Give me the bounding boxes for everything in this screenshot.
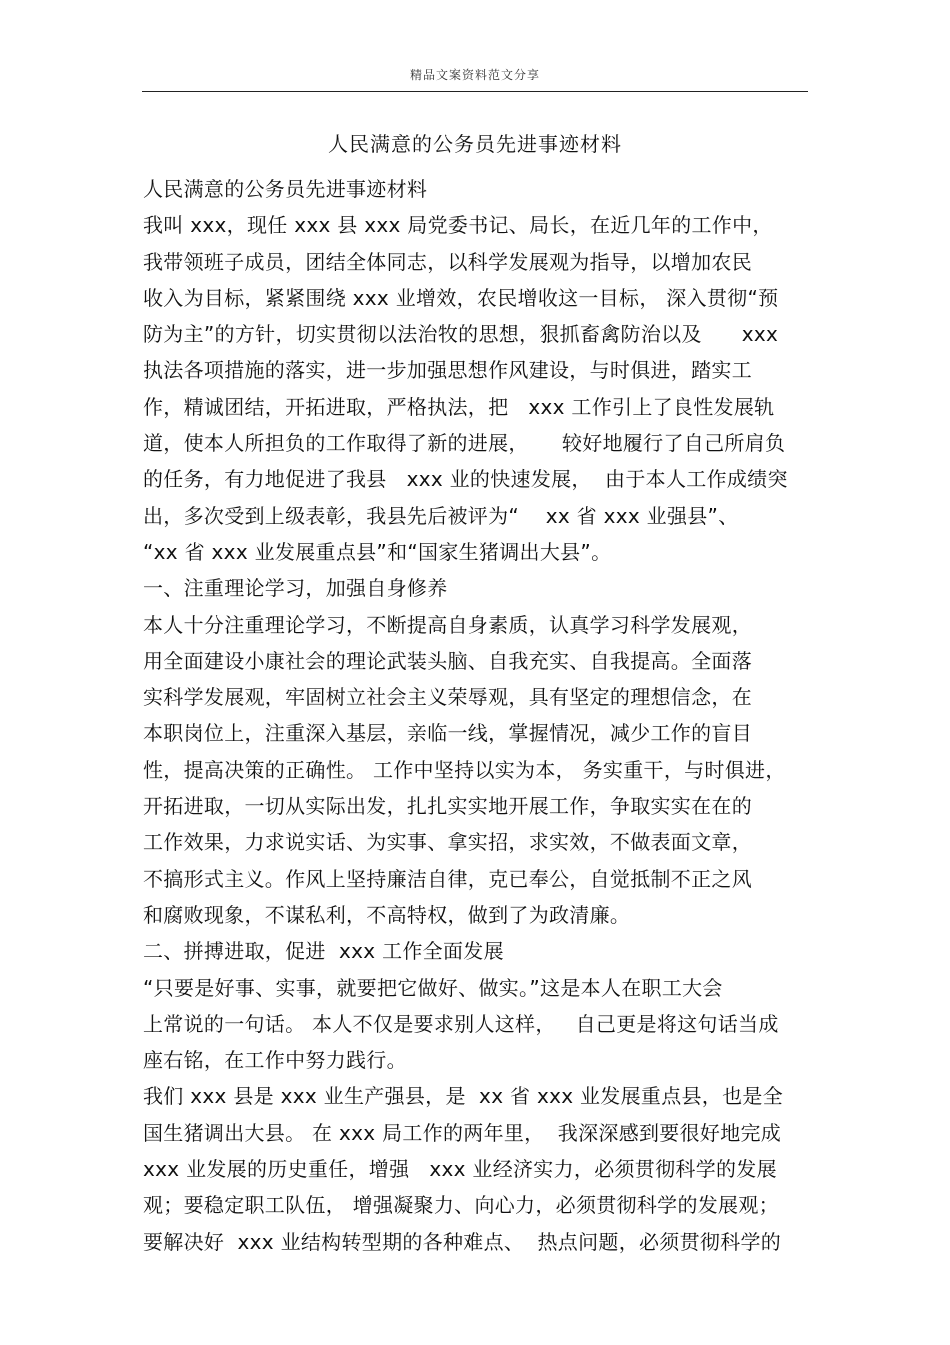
body-line: 本职岗位上，注重深入基层，亲临一线，掌握情况，减少工作的盲目	[143, 721, 752, 746]
body-line: 我们 xxx 县是 xxx 业生产强县，是 xx 省 xxx 业发展重点县，也是全	[143, 1084, 784, 1109]
body-line: 执法各项措施的落实，进一步加强思想作风建设，与时俱进，踏实工	[143, 358, 752, 383]
body-line: 座右铭，在工作中努力践行。	[143, 1048, 407, 1073]
body-line: 工作效果，力求说实话、为实事、拿实招，求实效，不做表面文章，	[143, 830, 752, 855]
section-heading: 一、注重理论学习，加强自身修养	[143, 576, 448, 601]
body-line: “xx 省 xxx 业发展重点县”和“国家生猪调出大县”。	[143, 539, 612, 564]
body-line: 道，使本人所担负的工作取得了新的进展， 较好地履行了自己所肩负	[143, 431, 786, 456]
body-line: 上常说的一句话。 本人不仅是要求别人这样， 自己更是将这句话当成	[143, 1011, 779, 1036]
body-line: 国生猪调出大县。 在 xxx 局工作的两年里， 我深深感到要很好地完成	[143, 1120, 782, 1145]
body-line: 不搞形式主义。作风上坚持廉洁自律，克已奉公，自觉抵制不正之风	[143, 866, 752, 891]
running-header: 精品文案资料范文分享	[409, 68, 540, 82]
body-line: 要解决好 xxx 业结构转型期的各种难点、 热点问题，必须贯彻科学的	[143, 1229, 782, 1254]
body-line: 人民满意的公务员先进事迹材料	[143, 177, 428, 201]
body-line: 实科学发展观，牢固树立社会主义荣辱观，具有坚定的理想信念，在	[143, 685, 752, 710]
header-rule	[142, 91, 808, 92]
body-line: 我叫 xxx，现任 xxx 县 xxx 局党委书记、局长，在近几年的工作中，	[143, 213, 773, 238]
body-line: xxx 业发展的历史重任，增强 xxx 业经济实力，必须贯彻科学的发展	[143, 1157, 777, 1182]
body-line: 出，多次受到上级表彰，我县先后被评为“ xx 省 xxx 业强县”、	[143, 503, 739, 528]
body-line: 用全面建设小康社会的理论武装头脑、自我充实、自我提高。全面落	[143, 648, 752, 673]
body-line: 收入为目标，紧紧围绕 xxx 业增效，农民增收这一目标， 深入贯彻“预	[143, 285, 779, 310]
body-line: “只要是好事、实事，就要把它做好、做实。”这是本人在职工大会	[143, 975, 723, 1000]
document-body	[143, 171, 813, 1260]
body-line: 观；要稳定职工队伍， 增强凝聚力、向心力，必须贯彻科学的发展观；	[143, 1193, 779, 1218]
body-line: 防为主”的方针，切实贯彻以法治牧的思想，狠抓畜禽防治以及 xxx	[143, 322, 779, 347]
body-line: 开拓进取，一切从实际出发，扎扎实实地开展工作，争取实实在在的	[143, 794, 752, 819]
body-line: 我带领班子成员，团结全体同志，以科学发展观为指导，以增加农民	[143, 249, 752, 274]
document-title: 人民满意的公务员先进事迹材料	[328, 132, 622, 156]
body-line: 作，精诚团结，开拓进取，严格执法，把 xxx 工作引上了良性发展轨	[143, 394, 775, 419]
body-line: 本人十分注重理论学习，不断提高自身素质，认真学习科学发展观，	[143, 612, 752, 637]
body-line: 和腐败现象，不谋私利，不高特权，做到了为政清廉。	[143, 902, 631, 927]
body-line: 性，提高决策的正确性。 工作中坚持以实为本， 务实重干，与时俱进，	[143, 757, 786, 782]
body-line: 的任务，有力地促进了我县 xxx 业的快速发展， 由于本人工作成绩突	[143, 467, 788, 492]
section-heading: 二、拼搏进取，促进 xxx 工作全面发展	[143, 939, 504, 964]
